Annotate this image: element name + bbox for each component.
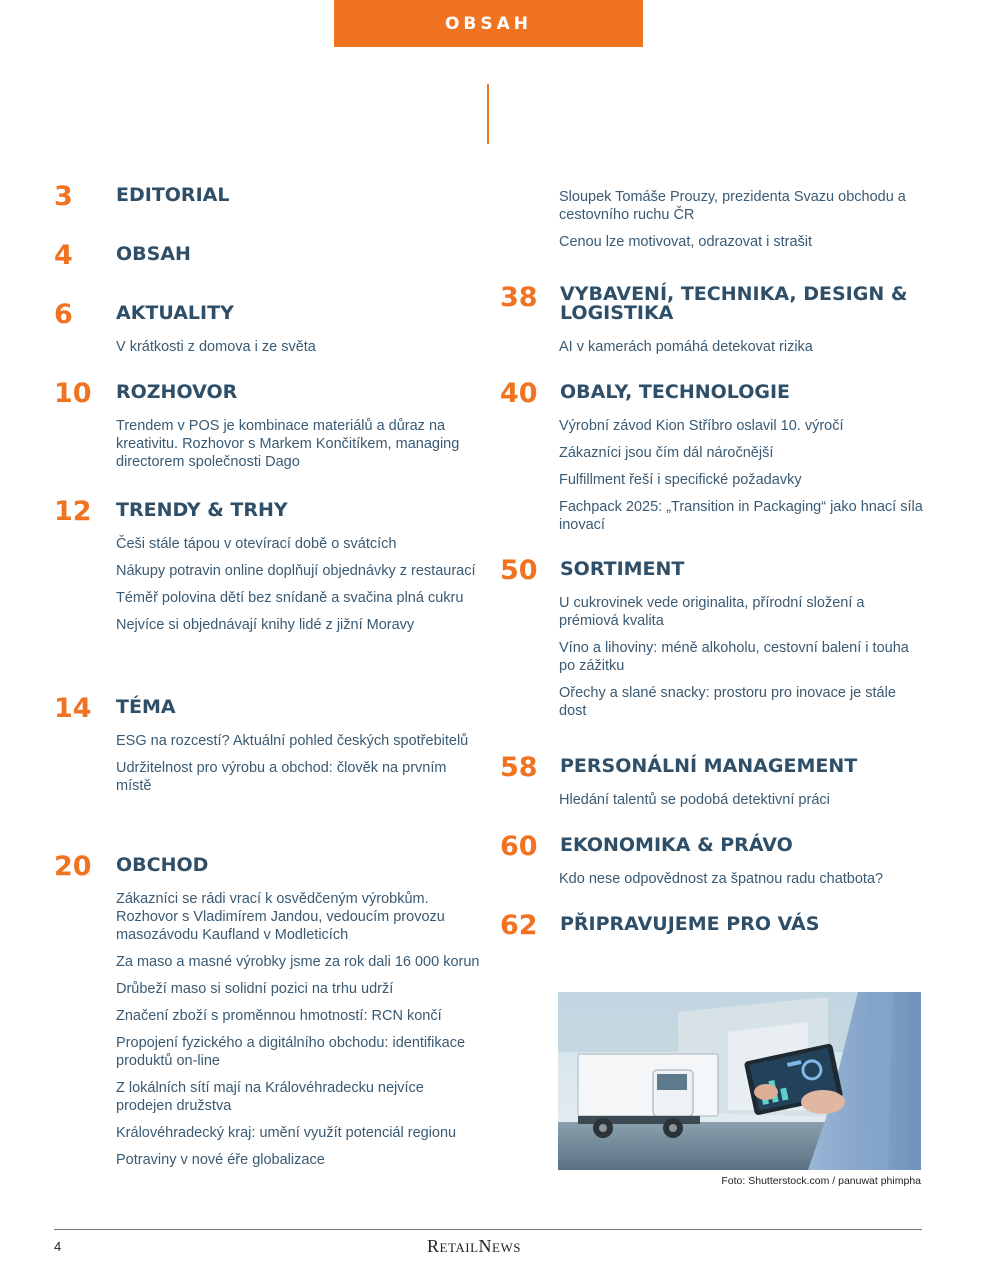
section-items <box>116 417 484 480</box>
article-link[interactable]: Téměř polovina dětí bez snídaně a svačina plná cukru <box>116 590 464 606</box>
section-items <box>559 417 925 543</box>
section-title[interactable]: VYBAVENÍ, TECHNIKA, DESIGN & LOGISTIKA <box>560 283 908 324</box>
article-link[interactable]: Trendem v POS je kombinace materiálů a důraz na kreativitu. Rozhovor s Markem Končitíkem, managing directorem společnosti Dago <box>116 418 460 470</box>
section-title[interactable]: TRENDY & TRHY <box>116 499 288 521</box>
section-title[interactable]: OBALY, TECHNOLOGIE <box>560 381 790 403</box>
section-title[interactable]: AKTUALITY <box>116 302 234 324</box>
section-title[interactable]: PERSONÁLNÍ MANAGEMENT <box>560 755 858 777</box>
article-link[interactable]: AI v kamerách pomáhá detekovat rizika <box>559 339 813 355</box>
article-link[interactable]: Češi stále tápou v otevírací době o svátcích <box>116 536 397 552</box>
article-link[interactable]: U cukrovinek vede originalita, přírodní složení a prémiová kvalita <box>559 595 865 629</box>
section-page-number: 3 <box>54 181 73 212</box>
footer-divider <box>54 1229 922 1230</box>
page-title: OBSAH <box>444 13 533 34</box>
article-link[interactable]: Značení zboží s proměnnou hmotností: RCN končí <box>116 1008 442 1024</box>
section-page-number: 6 <box>54 299 73 330</box>
article-link[interactable]: Fachpack 2025: „Transition in Packaging“ jako hnací síla inovací <box>559 499 923 533</box>
article-link[interactable]: Sloupek Tomáše Prouzy, prezidenta Svazu obchodu a cestovního ruchu ČR <box>559 189 906 223</box>
brand-part: N <box>478 1236 493 1256</box>
article-link[interactable]: Hledání talentů se podobá detektivní práci <box>559 792 830 808</box>
article-link[interactable]: Výrobní závod Kion Stříbro oslavil 10. výročí <box>559 418 844 434</box>
article-link[interactable]: Za maso a masné výrobky jsme za rok dali 16 000 korun <box>116 954 480 970</box>
article-link[interactable]: Z lokálních sítí mají na Královéhradecku nejvíce prodejen družstva <box>116 1080 424 1114</box>
section-page-number: 14 <box>54 693 92 724</box>
article-link[interactable]: Zákazníci jsou čím dál náročnější <box>559 445 774 461</box>
section-items <box>116 890 484 1178</box>
section-title[interactable]: SORTIMENT <box>560 558 685 580</box>
article-link[interactable]: Královéhradecký kraj: umění využít potenciál regionu <box>116 1125 457 1141</box>
article-link[interactable]: Cenou lze motivovat, odrazovat i strašit <box>559 234 813 250</box>
article-link[interactable]: V krátkosti z domova i ze světa <box>116 339 316 355</box>
brand-logo <box>427 1236 521 1257</box>
article-link[interactable]: Fulfillment řeší i specifické požadavky <box>559 472 802 488</box>
article-link[interactable]: Drůbeží maso si solidní pozici na trhu udrží <box>116 981 394 997</box>
article-link[interactable]: Udržitelnost pro výrobu a obchod: člověk na prvním místě <box>116 760 447 794</box>
article-link[interactable]: Potraviny v nové éře globalizace <box>116 1152 325 1168</box>
section-items <box>559 188 925 260</box>
truck-tablet-illustration <box>558 992 921 1170</box>
section-page-number: 58 <box>500 752 538 783</box>
brand-part: ETAIL <box>439 1240 479 1255</box>
brand-part: EWS <box>492 1240 521 1255</box>
section-title[interactable]: TÉMA <box>116 696 176 718</box>
section-title[interactable]: PŘIPRAVUJEME PRO VÁS <box>560 913 820 935</box>
section-page-number: 4 <box>54 240 73 271</box>
brand-part: R <box>427 1236 440 1256</box>
section-page-number: 50 <box>500 555 538 586</box>
photo-credit: Foto: Shutterstock.com / panuwat phimpha <box>721 1175 921 1187</box>
section-title[interactable]: EKONOMIKA & PRÁVO <box>560 834 793 856</box>
section-page-number: 10 <box>54 378 92 409</box>
article-link[interactable]: Nejvíce si objednávají knihy lidé z jižní Moravy <box>116 617 415 633</box>
section-page-number: 60 <box>500 831 538 862</box>
article-link[interactable]: Nákupy potravin online doplňují objednávky z restaurací <box>116 563 476 579</box>
article-link[interactable]: Víno a lihoviny: méně alkoholu, cestovní balení i touha po zážitku <box>559 640 909 674</box>
section-items <box>559 594 925 729</box>
section-items <box>116 732 484 804</box>
section-items <box>559 870 925 897</box>
divider-line <box>487 84 489 144</box>
article-link[interactable]: Kdo nese odpovědnost za špatnou radu chatbota? <box>559 871 884 887</box>
page-number: 4 <box>54 1239 62 1254</box>
section-items <box>559 791 925 818</box>
section-items <box>559 338 925 365</box>
article-link[interactable]: Ořechy a slané snacky: prostoru pro inovace je stále dost <box>559 685 896 719</box>
section-items <box>116 535 484 643</box>
section-title[interactable]: OBCHOD <box>116 854 209 876</box>
logistics-photo <box>558 992 921 1170</box>
article-link[interactable]: Zákazníci se rádi vrací k osvědčeným výrobkům. Rozhovor s Vladimírem Jandou, vedoucím provozu masozávodu Kaufland v Modleticích <box>116 891 445 943</box>
section-title[interactable]: ROZHOVOR <box>116 381 238 403</box>
section-page-number: 38 <box>500 282 538 313</box>
article-link[interactable]: Propojení fyzického a digitálního obchodu: identifikace produktů on-line <box>116 1035 466 1069</box>
header-tab <box>334 0 643 47</box>
article-link[interactable]: ESG na rozcestí? Aktuální pohled českých spotřebitelů <box>116 733 469 749</box>
section-page-number: 62 <box>500 910 538 941</box>
section-title[interactable]: OBSAH <box>116 243 191 265</box>
section-title[interactable]: EDITORIAL <box>116 184 230 206</box>
section-page-number: 20 <box>54 851 92 882</box>
section-items <box>116 338 484 365</box>
section-page-number: 40 <box>500 378 538 409</box>
section-page-number: 12 <box>54 496 92 527</box>
